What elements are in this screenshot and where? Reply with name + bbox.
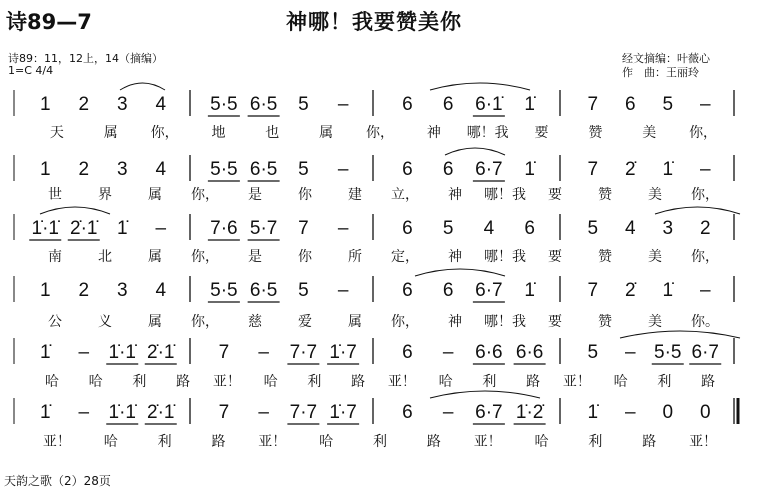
slur xyxy=(620,331,740,338)
note: – xyxy=(699,94,711,115)
note: – xyxy=(337,94,349,115)
lyric-syllable: 你， xyxy=(191,314,219,330)
note: – xyxy=(78,402,90,423)
lyric-syllable: 哈 xyxy=(88,374,103,390)
note: 1̇·7 xyxy=(329,402,357,423)
lyric-syllable: 义 xyxy=(98,314,112,330)
note: 1̇·2̇ xyxy=(515,402,544,423)
note: 7·6 xyxy=(210,218,238,239)
lyric-syllable: 你， xyxy=(150,125,179,141)
lyric-syllable: 路 xyxy=(701,374,716,390)
lyric-syllable: 你， xyxy=(689,125,718,141)
note: 5·5 xyxy=(210,159,238,180)
note: 5 xyxy=(298,280,309,301)
note: 7 xyxy=(218,342,230,363)
note: 2 xyxy=(699,218,711,239)
slur xyxy=(120,83,165,90)
note: – xyxy=(78,342,90,363)
lyric-syllable: 你 xyxy=(298,249,312,265)
note: 3 xyxy=(116,280,128,301)
lyric-syllable: 赞 xyxy=(598,249,612,265)
note: 2̇ xyxy=(624,159,636,180)
lyric-syllable: 立， xyxy=(391,187,419,203)
lyric-syllable: 亚！ xyxy=(562,374,591,390)
note: – xyxy=(442,342,454,363)
lyric-syllable: 属 xyxy=(319,125,334,141)
note: 5·5 xyxy=(210,280,238,301)
note: 1̇ xyxy=(524,94,535,115)
lyric-syllable: 亚！ xyxy=(387,374,416,390)
note: – xyxy=(258,342,269,363)
lyric-syllable: 哪！我 xyxy=(466,125,509,141)
note: – xyxy=(442,402,454,423)
note: 7 xyxy=(587,159,599,180)
hymn-number: 诗89—7 xyxy=(6,10,92,34)
note: 7·7 xyxy=(289,342,318,363)
lyric-syllable: 神 xyxy=(448,314,462,330)
note: 1̇ xyxy=(524,159,535,180)
note: 5·5 xyxy=(210,94,238,115)
lyric-syllable: 赞 xyxy=(598,314,612,330)
note: – xyxy=(624,342,636,363)
lyric-syllable: 要 xyxy=(534,125,549,141)
lyric-syllable: 你 xyxy=(298,187,312,203)
lyric-syllable: 北 xyxy=(98,249,112,265)
note: 6 xyxy=(442,159,454,180)
lyric-syllable: 世 xyxy=(48,187,62,203)
lyric-syllable: 属 xyxy=(348,314,362,330)
lyric-syllable: 要 xyxy=(548,249,562,265)
slur xyxy=(415,269,505,276)
note: 1̇ xyxy=(524,280,535,301)
note: 2̇·1̇ xyxy=(147,342,175,363)
note: 1̇ xyxy=(116,218,128,239)
lyric-syllable: 亚！ xyxy=(42,434,71,450)
note: 7·7 xyxy=(289,402,318,423)
note: 1̇·7 xyxy=(329,342,357,363)
note: 7 xyxy=(587,94,599,115)
lyric-syllable: 哈 xyxy=(534,434,549,450)
note: 5 xyxy=(298,94,309,115)
note: – xyxy=(337,159,349,180)
lyric-syllable: 定， xyxy=(391,249,419,265)
lyric-syllable: 神 xyxy=(448,187,462,203)
slur xyxy=(655,207,740,214)
lyric-syllable: 利 xyxy=(132,374,147,390)
note: 5 xyxy=(587,218,599,239)
note: 4 xyxy=(483,218,495,239)
lyric-syllable: 哈 xyxy=(44,374,59,390)
note: 1̇·1̇ xyxy=(108,342,136,363)
lyric-syllable: 利 xyxy=(307,374,322,390)
lyric-syllable: 哈 xyxy=(103,434,118,450)
note: 0 xyxy=(662,402,674,423)
note: 6 xyxy=(402,94,413,115)
lyric-syllable: 利 xyxy=(157,434,172,450)
note: 7 xyxy=(298,218,309,239)
lyric-syllable: 天 xyxy=(49,125,64,141)
lyric-syllable: 慈 xyxy=(248,314,262,330)
lyric-syllable: 哪！我 xyxy=(484,314,526,330)
lyric-syllable: 赞 xyxy=(598,187,612,203)
lyric-syllable: 美 xyxy=(648,314,662,330)
lyric-syllable: 路 xyxy=(176,374,191,390)
note: 6·7 xyxy=(475,402,503,423)
lyric-syllable: 南 xyxy=(48,249,62,265)
lyric-syllable: 美 xyxy=(648,249,662,265)
lyric-syllable: 你， xyxy=(391,314,419,330)
lyric-syllable: 路 xyxy=(526,374,541,390)
note: 0 xyxy=(699,402,711,423)
scripture-source: 诗89：11，12上，14（摘编） xyxy=(8,52,163,65)
note: 2̇·1̇ xyxy=(70,218,98,239)
note: 1 xyxy=(39,94,51,115)
note: 5·7 xyxy=(249,218,278,239)
note: 1̇·1̇ xyxy=(31,218,59,239)
note: 6 xyxy=(402,342,413,363)
note: 1̇·1̇ xyxy=(108,402,136,423)
note: – xyxy=(699,159,711,180)
note: 1̇ xyxy=(587,402,599,423)
lyric-syllable: 是 xyxy=(248,249,262,265)
note: 6 xyxy=(442,94,454,115)
note: 2̇ xyxy=(624,280,636,301)
lyric-syllable: 要 xyxy=(548,187,562,203)
note: 4 xyxy=(624,218,636,239)
note: 1 xyxy=(39,159,51,180)
note: 6·5 xyxy=(249,280,278,301)
note: – xyxy=(337,280,349,301)
lyric-syllable: 爱 xyxy=(298,314,312,330)
lyric-syllable: 你， xyxy=(691,187,719,203)
note: 4 xyxy=(155,280,167,301)
lyric-syllable: 亚！ xyxy=(212,374,241,390)
note: 6 xyxy=(624,94,636,115)
lyric-syllable: 利 xyxy=(373,434,387,450)
lyric-syllable: 你， xyxy=(191,187,219,203)
note: – xyxy=(258,402,269,423)
lyric-syllable: 神 xyxy=(448,249,462,265)
note: 5 xyxy=(298,159,309,180)
lyric-syllable: 地 xyxy=(211,125,226,141)
note: 1̇ xyxy=(662,159,674,180)
lyric-syllable: 哪！我 xyxy=(484,249,526,265)
lyric-syllable: 你。 xyxy=(691,314,719,330)
lyric-syllable: 你， xyxy=(366,125,394,141)
note: 5 xyxy=(587,342,599,363)
note: 6 xyxy=(442,280,454,301)
key-signature: 1=C 4/4 xyxy=(8,64,54,77)
lyric-syllable: 亚！ xyxy=(473,434,502,450)
lyric-syllable: 哈 xyxy=(319,434,334,450)
lyric-syllable: 属 xyxy=(148,187,162,203)
lyric-syllable: 属 xyxy=(103,125,118,141)
note: – xyxy=(155,218,167,239)
note: – xyxy=(699,280,711,301)
note: 1 xyxy=(39,280,51,301)
lyric-syllable: 界 xyxy=(98,187,112,203)
lyric-syllable: 属 xyxy=(148,314,162,330)
note: 6 xyxy=(402,402,413,423)
lyric-syllable: 哪！我 xyxy=(484,187,526,203)
lyric-syllable: 也 xyxy=(265,125,280,141)
note: 6·1̇ xyxy=(475,94,503,115)
note: 6·7 xyxy=(691,342,719,363)
note: 6 xyxy=(402,280,413,301)
lyric-syllable: 路 xyxy=(642,434,657,450)
note: 4 xyxy=(155,159,167,180)
lyric-syllable: 属 xyxy=(148,249,162,265)
note: 2̇·1̇ xyxy=(147,402,175,423)
slur xyxy=(430,83,530,90)
slur xyxy=(430,391,540,398)
note: 7 xyxy=(218,402,230,423)
lyric-syllable: 亚！ xyxy=(258,434,287,450)
lyric-syllable: 你， xyxy=(691,249,719,265)
note: 6·6 xyxy=(515,342,544,363)
note: 2 xyxy=(78,94,90,115)
note: 6·5 xyxy=(249,159,278,180)
note: – xyxy=(624,402,636,423)
page-footer: 天韵之歌（2）28页 xyxy=(4,474,111,488)
song-title: 神哪！我要赞美你 xyxy=(286,10,462,34)
note: 3 xyxy=(116,159,128,180)
note: – xyxy=(337,218,349,239)
note: 6·7 xyxy=(475,280,503,301)
lyric-syllable: 亚！ xyxy=(689,434,718,450)
lyric-syllable: 美 xyxy=(642,125,657,141)
lyric-syllable: 是 xyxy=(248,187,262,203)
lyric-syllable: 你， xyxy=(191,249,219,265)
note: 4 xyxy=(155,94,167,115)
note: 3 xyxy=(662,218,674,239)
lyric-syllable: 所 xyxy=(348,249,362,265)
lyric-syllable: 赞 xyxy=(588,125,603,141)
note: 3 xyxy=(116,94,128,115)
music-credit: 作 曲：王丽玲 xyxy=(622,66,699,79)
note: 1̇ xyxy=(39,342,51,363)
note: 6 xyxy=(402,159,413,180)
lyric-syllable: 利 xyxy=(482,374,497,390)
lyric-syllable: 神 xyxy=(426,125,441,141)
lyric-syllable: 哈 xyxy=(438,374,453,390)
lyric-syllable: 要 xyxy=(548,314,562,330)
note: 2 xyxy=(78,159,90,180)
slur xyxy=(40,207,110,214)
note: 6·6 xyxy=(475,342,503,363)
note: 5·5 xyxy=(654,342,682,363)
note: 1̇ xyxy=(39,402,51,423)
lyric-syllable: 路 xyxy=(211,434,226,450)
lyric-syllable: 路 xyxy=(426,434,441,450)
lyric-syllable: 哈 xyxy=(263,374,278,390)
note: 6·5 xyxy=(249,94,278,115)
note: 5 xyxy=(662,94,674,115)
note: 2 xyxy=(78,280,90,301)
lyric-syllable: 利 xyxy=(657,374,672,390)
text-credit: 经文摘编：叶薇心 xyxy=(622,52,710,65)
lyric-syllable: 美 xyxy=(648,187,662,203)
slur xyxy=(445,148,505,155)
note: 6·7 xyxy=(475,159,503,180)
note: 5 xyxy=(442,218,454,239)
lyric-syllable: 哈 xyxy=(613,374,628,390)
lyric-syllable: 路 xyxy=(351,374,366,390)
note: 7 xyxy=(587,280,599,301)
note: 6 xyxy=(524,218,535,239)
lyric-syllable: 建 xyxy=(348,187,362,203)
note: 1̇ xyxy=(662,280,674,301)
lyric-syllable: 利 xyxy=(588,434,603,450)
lyric-syllable: 公 xyxy=(48,314,62,330)
note: 6 xyxy=(402,218,413,239)
